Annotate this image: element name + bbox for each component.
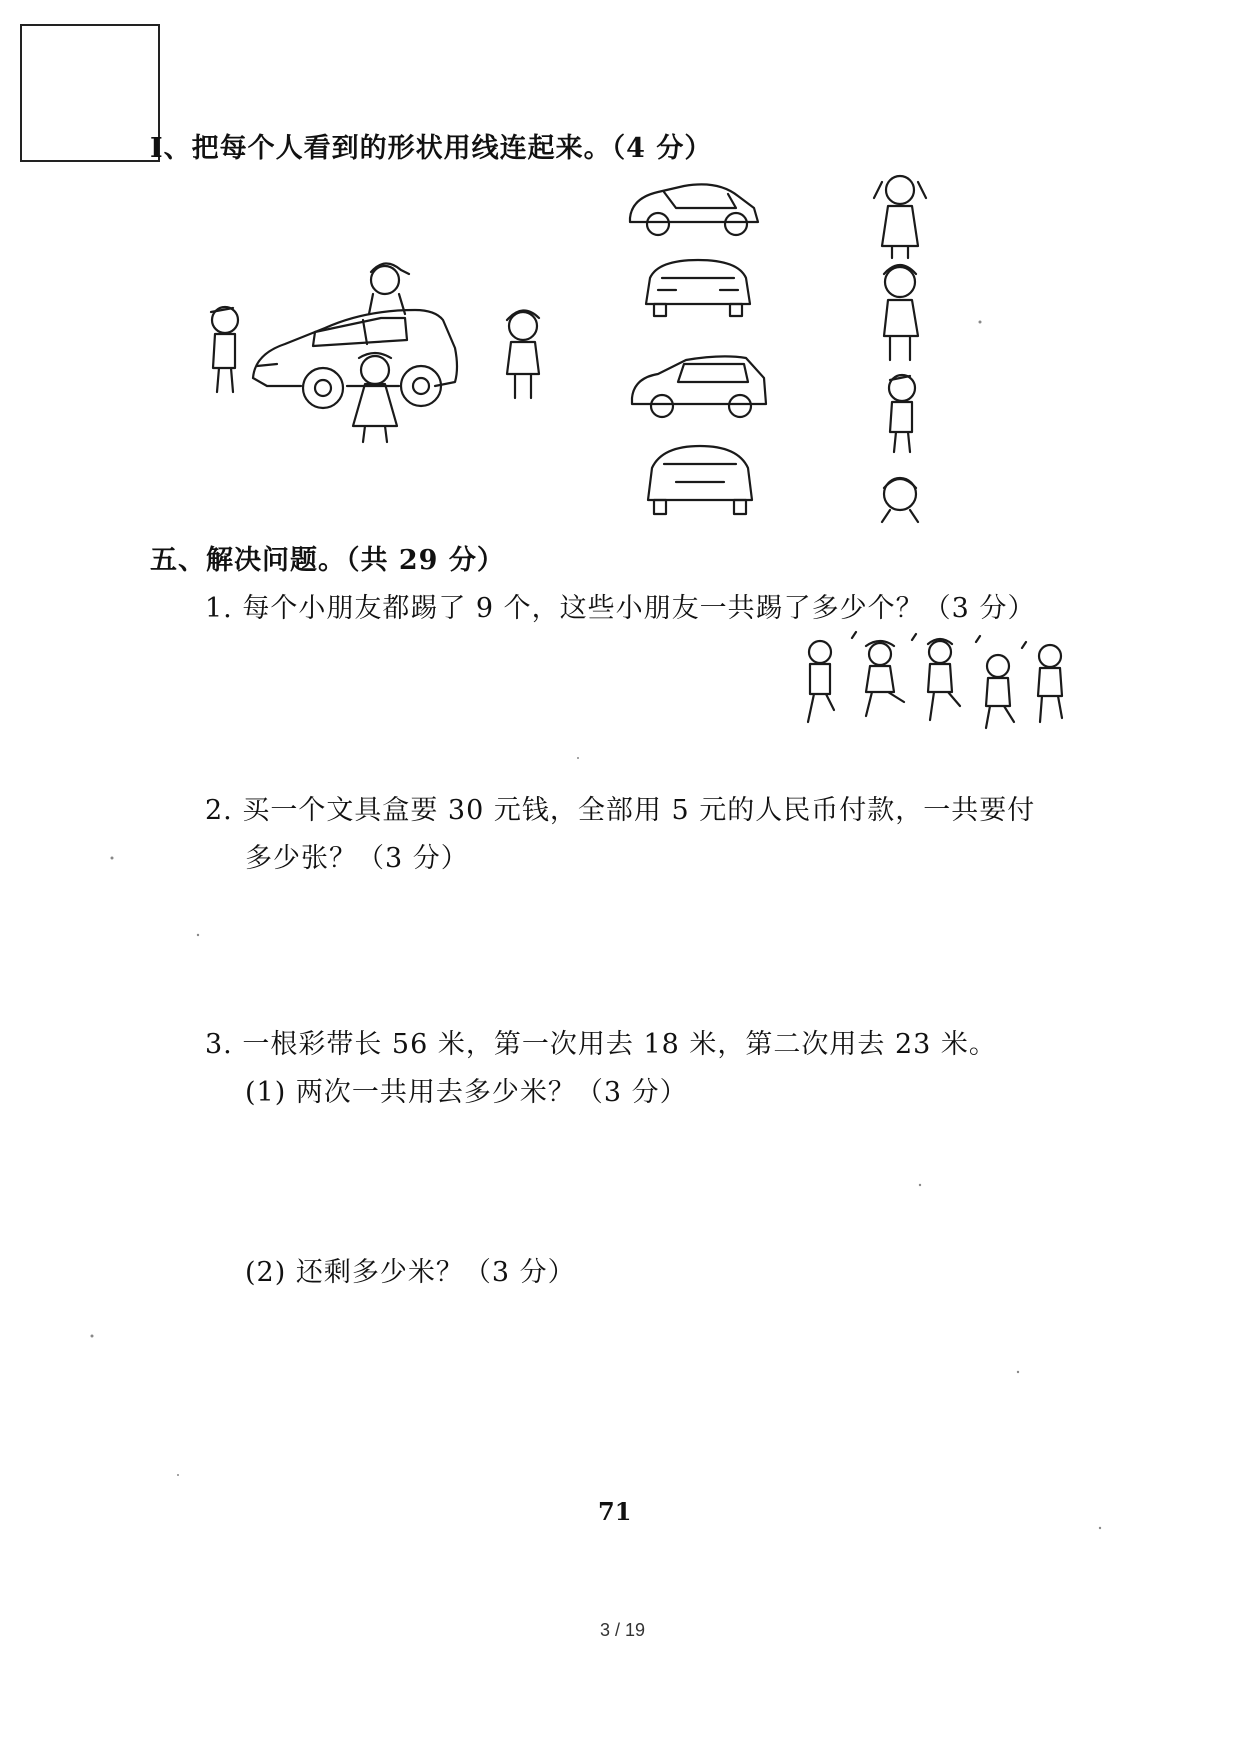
problem-3-sub-2: (2) 还剩多少米？（3 分） <box>245 1257 576 1288</box>
problem-2-line-2: 多少张？（3 分） <box>245 843 469 874</box>
page-footer-counter: 3 / 19 <box>600 1620 646 1640</box>
problem-3-text: 3. 一根彩带长 56 米，第一次用去 18 米，第二次用去 23 米。 <box>205 1029 997 1060</box>
problem-1-text: 1. 每个小朋友都踢了 9 个，这些小朋友一共踢了多少个？（3 分） <box>205 593 1036 624</box>
section-5-title: 五、解决问题。（共 29 分） <box>150 545 505 576</box>
question-4-title: Ⅰ、把每个人看到的形状用线连起来。（4 分） <box>150 133 713 164</box>
page-number: 71 <box>598 1497 632 1526</box>
problem-3-sub-1: (1) 两次一共用去多少米？（3 分） <box>245 1077 688 1108</box>
problem-2-line-1: 2. 买一个文具盒要 30 元钱，全部用 5 元的人民币付款，一共要付 <box>205 795 1036 826</box>
